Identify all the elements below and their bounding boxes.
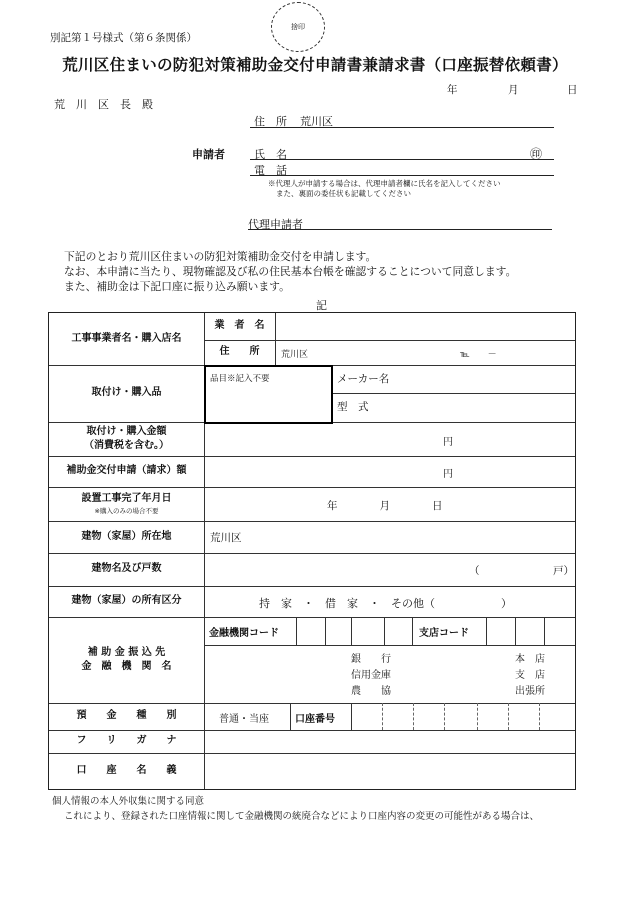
address-field[interactable]: 荒川区 xyxy=(300,115,333,128)
column-divider xyxy=(544,617,545,645)
bank-code-label: 金融機関コード xyxy=(209,628,279,639)
amount-label xyxy=(49,422,204,456)
phone-label: 電 話 xyxy=(254,164,287,177)
name-label: 氏 名 xyxy=(254,148,287,161)
seal-stamp-area xyxy=(271,2,325,52)
account-number-label: 口座番号 xyxy=(295,714,335,725)
date-month-label: 月 xyxy=(508,84,519,96)
application-table xyxy=(48,312,576,790)
column-divider xyxy=(486,617,487,645)
deposit-type-label: 預 金 種 別 xyxy=(76,710,177,722)
account-holder-field[interactable] xyxy=(209,761,569,779)
furigana-label: フ リ ガ ナ xyxy=(76,735,177,747)
column-divider xyxy=(290,703,291,730)
row-divider xyxy=(331,393,575,394)
furigana-field[interactable] xyxy=(209,734,569,749)
proxy-applicant-label: 代理申請者 xyxy=(248,218,303,231)
form-number: 別記第１号様式（第６条関係） xyxy=(50,32,197,44)
completion-label xyxy=(49,487,204,521)
column-divider xyxy=(325,617,326,645)
proxy-underline[interactable] xyxy=(248,229,552,230)
digit-divider xyxy=(477,703,478,730)
completion-date-field[interactable]: 年 月 日 xyxy=(327,500,443,512)
column-divider xyxy=(412,617,413,645)
bank-label-line2: 金 融 機 関 名 xyxy=(81,661,172,672)
digit-divider xyxy=(444,703,445,730)
ownership-label: 建物（家屋）の所有区分 xyxy=(71,595,182,607)
branch-type-office[interactable]: 出張所 xyxy=(515,686,545,697)
column-divider xyxy=(351,703,352,730)
column-divider xyxy=(351,617,352,645)
item-note: 品目※記入不要 xyxy=(210,374,270,384)
name-underline[interactable] xyxy=(250,159,554,160)
digit-divider xyxy=(508,703,509,730)
subsidy-yen: 円 xyxy=(443,469,453,480)
amount-label-line1: 取付け・購入金額 xyxy=(86,425,167,437)
date-year-label: 年 xyxy=(447,84,458,96)
applicant-label: 申請者 xyxy=(192,148,225,161)
branch-type-branch[interactable]: 支 店 xyxy=(515,670,545,681)
column-divider xyxy=(384,617,385,645)
column-divider xyxy=(275,313,276,365)
branch-code-label: 支店コード xyxy=(419,628,469,639)
seal-mark: ㊞ xyxy=(530,147,543,161)
date-day-label: 日 xyxy=(567,84,578,96)
bank-label-line1: 補 助 金 振 込 先 xyxy=(87,646,166,658)
company-address-field[interactable]: 荒川区 xyxy=(281,350,309,360)
units-field[interactable]: （ 戸） xyxy=(469,565,574,577)
purchase-label: 取付け・購入品 xyxy=(91,387,162,399)
page-title: 荒川区住まいの防犯対策補助金交付申請書兼請求書（口座振替依頼書） xyxy=(62,56,568,74)
contractor-label: 工事事業者名・購入店名 xyxy=(71,332,182,344)
stamp-label: 捨印 xyxy=(291,23,305,31)
intro-line-3: また、補助金は下記口座に振り込み願います。 xyxy=(64,280,290,293)
deposit-type-field[interactable]: 普通・当座 xyxy=(219,714,269,725)
bank-type-bank[interactable]: 銀 行 xyxy=(351,654,391,665)
address-underline xyxy=(250,127,554,128)
ki-label: 記 xyxy=(316,299,327,312)
maker-label: メーカー名 xyxy=(337,373,390,385)
building-location-label: 建物（家屋）所在地 xyxy=(81,530,172,542)
amount-yen: 円 xyxy=(443,437,453,448)
phone-underline[interactable] xyxy=(250,175,554,176)
bank-type-nokyo[interactable]: 農 協 xyxy=(351,686,391,697)
intro-line-1: 下記のとおり荒川区住まいの防犯対策補助金交付を申請します。 xyxy=(64,250,377,263)
digit-divider xyxy=(539,703,540,730)
privacy-heading: 個人情報の本人外収集に関する同意 xyxy=(52,796,205,807)
subsidy-label: 補助金交付申請（請求）額 xyxy=(66,465,187,477)
model-label: 型 式 xyxy=(337,401,369,413)
column-divider xyxy=(515,617,516,645)
proxy-note-line1: ※代理人が申請する場合は、代理申請者欄に氏名を記入してください xyxy=(268,179,501,188)
privacy-text: これにより、登録された口座情報に関して金融機関の統廃合などにより口座内容の変更の可能性がある場合は、 xyxy=(64,811,540,822)
company-phone-field[interactable]: ℡ － xyxy=(460,350,497,360)
column-divider xyxy=(296,617,297,645)
building-location-field[interactable]: 荒川区 xyxy=(210,532,242,544)
completion-note: ※購入のみの場合不要 xyxy=(94,506,159,515)
company-address-label: 住 所 xyxy=(219,346,260,358)
bank-type-shinkin[interactable]: 信用金庫 xyxy=(351,670,391,681)
amount-label-line2: （消費税を含む。） xyxy=(84,440,169,451)
addressee: 荒 川 区 長 殿 xyxy=(54,98,153,111)
digit-divider xyxy=(413,703,414,730)
building-name-label: 建物名及び戸数 xyxy=(91,563,162,575)
account-holder-label: 口 座 名 義 xyxy=(76,764,177,776)
proxy-note-line2: また、裏面の委任状も記載してください xyxy=(276,189,411,198)
ownership-options[interactable]: 持 家 ・ 借 家 ・ その他（ ） xyxy=(259,597,512,610)
intro-line-2: なお、本申請に当たり、現物確認及び私の住民基本台帳を確認することについて同意します。 xyxy=(64,265,517,278)
company-name-field[interactable] xyxy=(281,321,571,335)
bank-label xyxy=(49,617,204,703)
address-label: 住 所 xyxy=(254,115,287,128)
row-divider xyxy=(204,645,575,646)
digit-divider xyxy=(382,703,383,730)
completion-label-text: 設置工事完了年月日 xyxy=(81,493,172,505)
branch-type-main[interactable]: 本 店 xyxy=(515,654,545,665)
company-name-label: 業 者 名 xyxy=(214,320,265,332)
